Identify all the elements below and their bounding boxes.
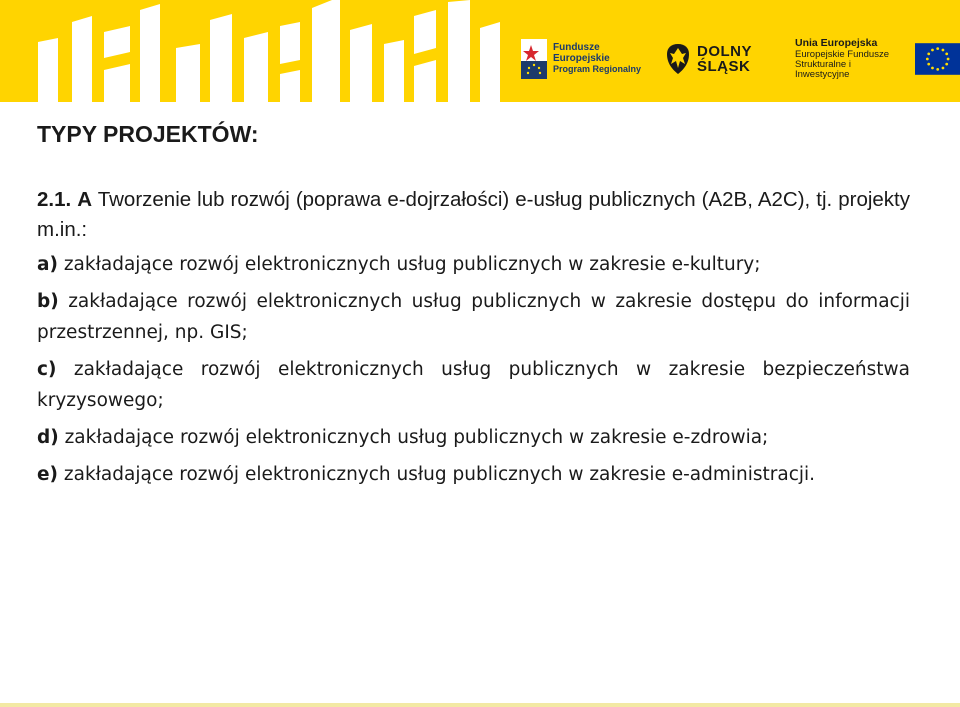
slask-line: ŚLĄSK (697, 57, 751, 75)
dolny-slask-text (697, 44, 752, 74)
item-text: zakładające rozwój elektronicznych usług publicznych w zakresie e-zdrowia; (64, 427, 769, 448)
list-item-c (37, 354, 910, 416)
item-label: c) (37, 359, 57, 380)
deco-bar-14 (414, 10, 436, 54)
deco-bar-1 (38, 38, 58, 102)
item-label: a) (37, 254, 58, 275)
deco-bar-13 (384, 40, 404, 102)
page-title: TYPY PROJEKTÓW: (37, 121, 259, 147)
deco-bar-17 (480, 22, 500, 102)
item-label: b) (37, 291, 59, 312)
item-label: d) (37, 427, 59, 448)
section-text: Tworzenie lub rozwój (poprawa e-dojrzałości) e-usług publicznych (A2B, A2C), tj. projekty m.in.: (37, 188, 910, 241)
section-letter: A (77, 188, 93, 211)
list-item-d (37, 422, 910, 453)
slide-content (37, 117, 910, 490)
list-item-a (37, 249, 910, 280)
item-text: zakładające rozwój elektronicznych usług publicznych w zakresie dostępu do informacji przestrzennej, np. GIS; (37, 291, 910, 343)
deco-bar-11 (312, 0, 340, 102)
deco-bar-15 (414, 60, 436, 102)
deco-bar-5 (140, 4, 160, 102)
unia-europejska-text (795, 38, 907, 80)
fundusze-text (553, 42, 641, 75)
dolny-slask-logo (665, 37, 752, 80)
bottom-divider (0, 703, 960, 707)
eu-flag-icon (915, 43, 960, 75)
deco-bar-12 (350, 24, 372, 102)
unia-line1: Unia Europejska (795, 36, 878, 49)
deco-bar-4 (104, 64, 130, 102)
fundusze-line1: Fundusze (553, 42, 600, 53)
deco-bar-9 (280, 22, 300, 64)
deco-bar-10 (280, 70, 300, 102)
deco-bar-2 (72, 16, 92, 102)
deco-bar-3 (104, 26, 130, 58)
section-heading (37, 185, 910, 245)
list-item-e (37, 459, 910, 490)
fundusze-line2: Europejskie (553, 53, 610, 64)
fundusze-europejskie-logo (521, 37, 641, 80)
header-band (0, 0, 960, 102)
unia-line2: Europejskie Fundusze (795, 48, 889, 60)
item-text: zakładające rozwój elektronicznych usług publicznych w zakresie e-administracji. (63, 464, 816, 485)
deco-bar-7 (210, 14, 232, 102)
section-number: 2.1. (37, 188, 72, 211)
fundusze-star-icon (521, 39, 547, 79)
list-item-b (37, 286, 910, 348)
deco-bar-6 (176, 44, 200, 102)
fundusze-line3: Program Regionalny (553, 64, 642, 74)
dolny-line: DOLNY (697, 42, 752, 60)
item-text: zakładające rozwój elektronicznych usług publicznych w zakresie bezpieczeństwa kryzysowego; (37, 359, 910, 411)
deco-bar-16 (448, 0, 470, 102)
decorative-shapes (0, 0, 520, 102)
unia-europejska-logo (795, 37, 960, 80)
deco-bar-8 (244, 32, 268, 102)
item-text: zakładające rozwój elektronicznych usług publicznych w zakresie e-kultury; (63, 254, 761, 275)
item-label: e) (37, 464, 59, 485)
eagle-crest-icon (665, 42, 691, 76)
unia-line3: Strukturalne i Inwestycyjne (795, 58, 851, 80)
